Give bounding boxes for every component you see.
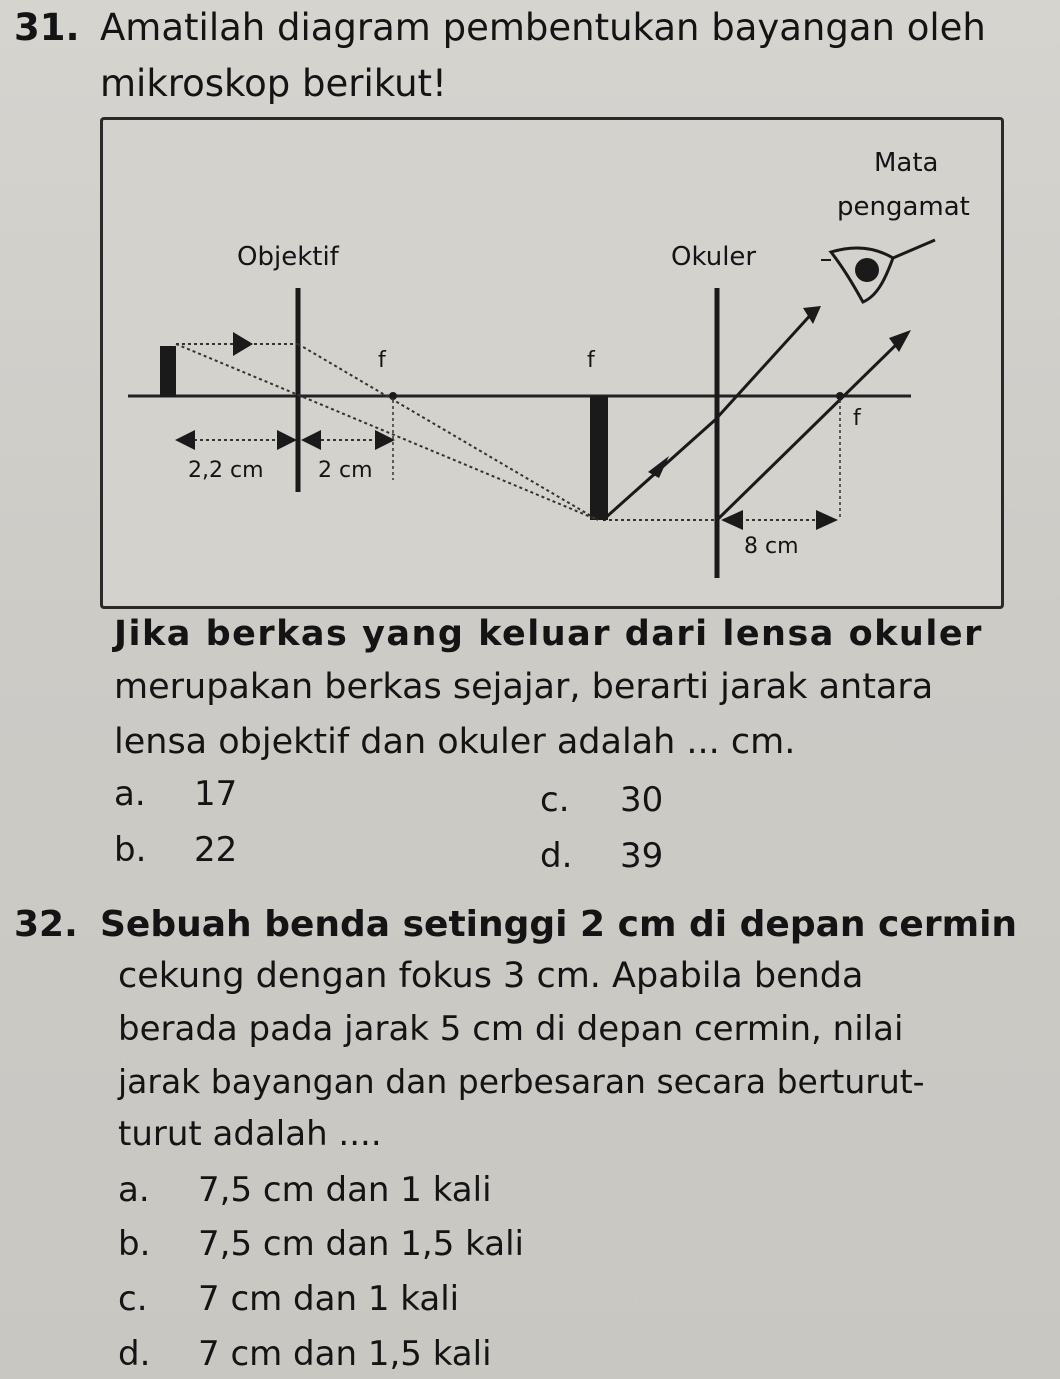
option-letter: b. <box>118 1224 151 1264</box>
option-text: 30 <box>620 780 664 820</box>
q31-prompt-line2: mikroskop berikut! <box>100 62 447 105</box>
dim-arrow-left <box>175 430 195 450</box>
option-letter: d. <box>540 836 573 876</box>
q32-line5: turut adalah .... <box>118 1114 382 1154</box>
dim-arrow-right <box>375 430 395 450</box>
object <box>160 346 176 397</box>
q31-option-b[interactable] <box>114 830 237 870</box>
dim-arrow-left <box>301 430 321 450</box>
q31-option-c[interactable] <box>540 780 663 820</box>
ray-central-dotted <box>176 344 598 520</box>
q31-prompt-line1: Amatilah diagram pembentukan bayangan oleh <box>100 6 986 49</box>
option-text: 7 cm dan 1,5 kali <box>198 1334 492 1374</box>
q31-question-line2: merupakan berkas sejajar, berarti jarak antara <box>114 667 934 707</box>
option-text: 7,5 cm dan 1 kali <box>198 1170 492 1210</box>
q32-number: 32. <box>14 904 78 945</box>
ray-refracted-dotted <box>298 344 598 520</box>
option-text: 7,5 cm dan 1,5 kali <box>198 1224 524 1264</box>
intermediate-image <box>590 396 608 520</box>
option-letter: a. <box>114 774 146 814</box>
dim-arrow-right <box>277 430 297 450</box>
option-letter: b. <box>114 830 147 870</box>
dist-focal-objective-label: 2 cm <box>318 458 373 483</box>
option-text: 39 <box>620 836 664 876</box>
option-letter: a. <box>118 1170 150 1210</box>
q31-option-d[interactable] <box>540 836 663 876</box>
f-label-objective: f <box>378 348 386 373</box>
eye-label-line2: pengamat <box>837 192 970 222</box>
q32-line2: cekung dengan fokus 3 cm. Apabila benda <box>118 956 864 996</box>
dist-object-label: 2,2 cm <box>188 458 264 483</box>
q31-number: 31. <box>14 6 80 49</box>
q31-option-a[interactable] <box>114 774 237 814</box>
option-letter: c. <box>540 780 570 820</box>
eye-pupil <box>855 258 879 282</box>
f-label-ocular-left: f <box>587 348 595 373</box>
q31-question-line3: lensa objektif dan okuler adalah ... cm. <box>114 722 796 762</box>
dim-arrow-right <box>816 510 838 530</box>
option-text: 17 <box>194 774 238 814</box>
option-text: 22 <box>194 830 238 870</box>
option-text: 7 cm dan 1 kali <box>198 1279 460 1319</box>
q32-option-b[interactable] <box>118 1224 524 1264</box>
ocular-label: Okuler <box>671 242 757 272</box>
objective-label: Objektif <box>237 242 339 272</box>
ray-arrowhead <box>233 332 253 356</box>
q32-line4: jarak bayangan dan perbesaran secara berturut- <box>118 1062 925 1101</box>
q31-question-line1: Jika berkas yang keluar dari lensa okuler <box>114 614 983 654</box>
q32-line3: berada pada jarak 5 cm di depan cermin, nilai <box>118 1009 904 1049</box>
q32-line1: Sebuah benda setinggi 2 cm di depan cermin <box>100 904 1018 945</box>
option-letter: d. <box>118 1334 151 1374</box>
q32-option-c[interactable] <box>118 1279 459 1319</box>
ray-exit-2 <box>717 338 903 520</box>
ray-arrowhead <box>648 456 669 478</box>
q32-option-d[interactable] <box>118 1334 492 1374</box>
dist-ocular-label: 8 cm <box>744 534 799 559</box>
f-label-ocular-right: f <box>853 406 861 431</box>
ray-exit-1 <box>715 310 815 420</box>
q32-option-a[interactable] <box>118 1170 492 1210</box>
eye-label-line1: Mata <box>874 148 939 178</box>
microscope-diagram <box>100 117 1004 609</box>
option-letter: c. <box>118 1279 148 1319</box>
